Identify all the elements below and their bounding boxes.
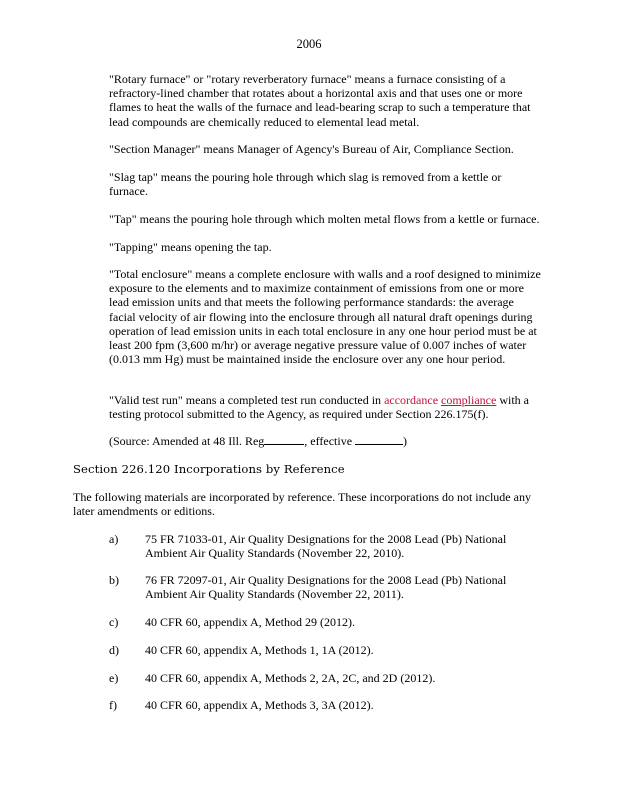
list-item-text: 40 CFR 60, appendix A, Methods 2, 2A, 2C, and 2D (2012). (145, 671, 436, 685)
section-intro: The following materials are incorporated by reference. These incorporations do not include any later amendments or editions. (73, 490, 531, 519)
list-item-text: 76 FR 72097-01, Air Quality Designations for the 2008 Lead (Pb) National Ambient Air Quality Standards (November 22, 2011). (145, 573, 507, 602)
list-item-letter: c) (109, 615, 119, 629)
inserted-word: compliance (441, 393, 497, 407)
list-item-letter: d) (109, 643, 119, 657)
source-note (109, 434, 541, 448)
definition-rotary-furnace: "Rotary furnace" or "rotary reverberatory furnace" means a furnace consisting of a refractory-lined chamber that rotates about a horizontal axis and that uses one or more flames to heat the walls of the furnace and lead-bearing scrap to such a temperature that lead compounds are chemically reduced to elemental lead metal. (109, 72, 531, 129)
list-item-text: 75 FR 71033-01, Air Quality Designations for the 2008 Lead (Pb) National Ambient Air Quality Standards (November 22, 2010). (145, 532, 507, 561)
definition-tapping: "Tapping" means opening the tap. (109, 240, 272, 254)
list-item-text: 40 CFR 60, appendix A, Method 29 (2012). (145, 615, 355, 629)
definition-total-enclosure: "Total enclosure" means a complete enclosure with walls and a roof designed to minimize exposure to the elements and to maximize containment of emissions from one or more lead emission units and that meets the following performance standards: the average facial velocity of air flowing into the enclosure through all natural draft openings during operation of lead emission units in each total enclosure in any one hour period must be at least 200 fpm (3,600 m/hr) or average negative pressure value of 0.007 inches of water (0.013 mm Hg) must be maintained inside the enclosure over any one hour period. (109, 267, 541, 367)
list-item-letter: f) (109, 698, 117, 712)
page-number: 2006 (296, 37, 322, 51)
definition-tap: "Tap" means the pouring hole through which molten metal flows from a kettle or furnace. (109, 212, 540, 226)
definition-valid-test-run (109, 393, 541, 421)
definition-section-manager: "Section Manager" means Manager of Agency's Bureau of Air, Compliance Section. (109, 142, 514, 156)
list-item-letter: b) (109, 573, 119, 587)
list-item-text: 40 CFR 60, appendix A, Methods 3, 3A (2012). (145, 698, 374, 712)
source-note-suffix: ) (403, 434, 408, 448)
section-heading: Section 226.120 Incorporations by Reference (73, 462, 345, 476)
register-blank (264, 434, 304, 445)
valid-test-run-after: with a testing protocol submitted to the Agency, as required under Section 226.175(f). (109, 393, 529, 422)
list-item-letter: a) (109, 532, 119, 546)
definition-slag-tap: "Slag tap" means the pouring hole through which slag is removed from a kettle or furnace. (109, 170, 502, 199)
source-note-middle: , effective (304, 434, 356, 448)
source-note-prefix: (Source: Amended at 48 Ill. Reg (109, 434, 265, 448)
deleted-word: accordance (384, 393, 439, 407)
valid-test-run-before: "Valid test run" means a completed test run conducted in (109, 393, 385, 407)
list-item-text: 40 CFR 60, appendix A, Methods 1, 1A (2012). (145, 643, 374, 657)
effective-date-blank (355, 434, 403, 445)
list-item-letter: e) (109, 671, 119, 685)
